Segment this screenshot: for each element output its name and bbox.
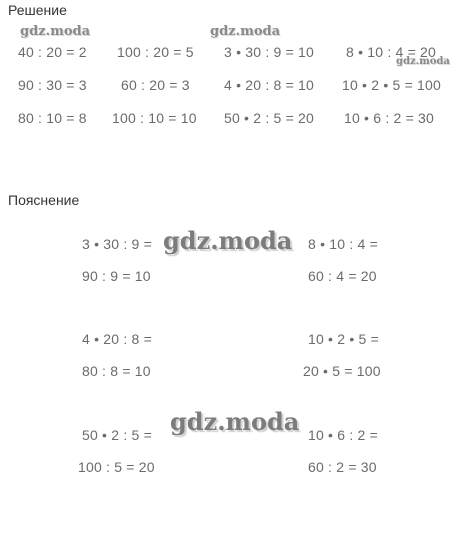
solution-cell: 4 • 20 : 8 = 10 <box>224 77 315 93</box>
solution-cell: 10 • 2 • 5 = 100 <box>342 77 442 93</box>
explanation-line: 10 • 6 : 2 = <box>308 427 378 443</box>
explanation-line: 50 • 2 : 5 = <box>82 427 152 443</box>
explanation-line: 60 : 4 = 20 <box>308 268 377 284</box>
watermark: gdz.moda <box>163 226 293 255</box>
watermark: gdz.moda <box>396 56 450 67</box>
solution-cell: 10 • 6 : 2 = 30 <box>344 110 435 126</box>
explanation-line: 90 : 9 = 10 <box>82 268 151 284</box>
solution-heading: Решение <box>8 2 67 18</box>
solution-cell: 100 : 10 = 10 <box>112 110 197 126</box>
solution-cell: 50 • 2 : 5 = 20 <box>224 110 315 126</box>
explanation-heading: Пояснение <box>8 192 80 208</box>
explanation-line: 80 : 8 = 10 <box>82 363 151 379</box>
explanation-line: 60 : 2 = 30 <box>308 459 377 475</box>
watermark: gdz.moda <box>20 24 91 39</box>
solution-cell: 8 • 10 : 4 = 20 <box>346 44 437 60</box>
solution-cell: 3 • 30 : 9 = 10 <box>224 44 315 60</box>
solution-cell: 60 : 20 = 3 <box>121 77 190 93</box>
explanation-line: 10 • 2 • 5 = <box>308 331 379 347</box>
solution-cell: 90 : 30 = 3 <box>18 77 87 93</box>
explanation-line: 20 • 5 = 100 <box>303 363 381 379</box>
solution-cell: 40 : 20 = 2 <box>18 44 87 60</box>
watermark: gdz.moda <box>210 24 281 39</box>
explanation-line: 4 • 20 : 8 = <box>82 331 152 347</box>
watermark: gdz.moda <box>170 407 300 436</box>
explanation-line: 8 • 10 : 4 = <box>308 236 378 252</box>
explanation-line: 3 • 30 : 9 = <box>82 236 152 252</box>
explanation-line: 100 : 5 = 20 <box>78 459 155 475</box>
solution-cell: 100 : 20 = 5 <box>117 44 194 60</box>
solution-cell: 80 : 10 = 8 <box>18 110 87 126</box>
